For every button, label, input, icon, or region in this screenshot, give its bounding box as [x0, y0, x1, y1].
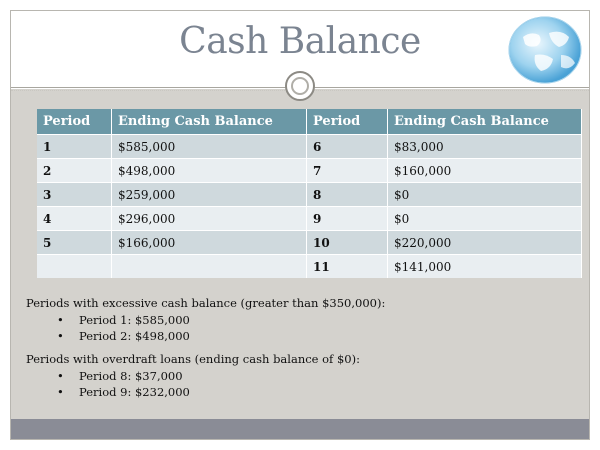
excessive-heading: Periods with excessive cash balance (greater than $350,000):	[26, 296, 386, 310]
list-item	[26, 384, 586, 400]
bullet-icon: •	[57, 313, 64, 327]
cell-period: 11	[307, 255, 388, 279]
cell-balance: $585,000	[112, 135, 307, 159]
cell-balance: $296,000	[112, 207, 307, 231]
list-item-text: Period 1: $585,000	[79, 313, 190, 327]
cell-period: 2	[37, 159, 112, 183]
bullet-icon: •	[57, 385, 64, 399]
cell-balance: $0	[388, 207, 582, 231]
header-balance-2: Ending Cash Balance	[388, 109, 582, 135]
cell-period: 9	[307, 207, 388, 231]
list-item-text: Period 9: $232,000	[79, 385, 190, 399]
cell-period: 8	[307, 183, 388, 207]
table-row	[37, 135, 582, 159]
bullet-icon: •	[57, 369, 64, 383]
cell-period	[37, 255, 112, 279]
cell-period: 1	[37, 135, 112, 159]
globe-icon	[505, 13, 585, 87]
header-period-1: Period	[37, 109, 112, 135]
slide-title: Cash Balance	[179, 21, 421, 62]
notes	[26, 296, 586, 408]
cell-period: 4	[37, 207, 112, 231]
list-item	[26, 328, 586, 344]
cell-balance: $0	[388, 183, 582, 207]
table-row	[37, 207, 582, 231]
table-row	[37, 183, 582, 207]
list-item	[26, 312, 586, 328]
bullet-icon: •	[57, 329, 64, 343]
table-row	[37, 159, 582, 183]
cell-period: 7	[307, 159, 388, 183]
circle-ornament	[285, 71, 315, 101]
cell-period: 5	[37, 231, 112, 255]
cell-balance: $166,000	[112, 231, 307, 255]
cell-balance: $83,000	[388, 135, 582, 159]
excessive-list	[26, 312, 586, 344]
overdraft-list	[26, 368, 586, 400]
table-header-row	[37, 109, 582, 135]
cash-balance-table	[37, 109, 582, 278]
table-row	[37, 231, 582, 255]
slide	[10, 10, 590, 440]
cell-balance	[112, 255, 307, 279]
table-row	[37, 255, 582, 279]
cell-balance: $259,000	[112, 183, 307, 207]
cell-balance: $220,000	[388, 231, 582, 255]
header-balance-1: Ending Cash Balance	[112, 109, 307, 135]
cell-period: 10	[307, 231, 388, 255]
cell-balance: $141,000	[388, 255, 582, 279]
header-period-2: Period	[307, 109, 388, 135]
overdraft-heading: Periods with overdraft loans (ending cash balance of $0):	[26, 352, 360, 366]
cell-period: 6	[307, 135, 388, 159]
cell-period: 3	[37, 183, 112, 207]
cell-balance: $498,000	[112, 159, 307, 183]
footer-bar	[11, 419, 589, 439]
list-item-text: Period 2: $498,000	[79, 329, 190, 343]
cell-balance: $160,000	[388, 159, 582, 183]
list-item-text: Period 8: $37,000	[79, 369, 183, 383]
list-item	[26, 368, 586, 384]
